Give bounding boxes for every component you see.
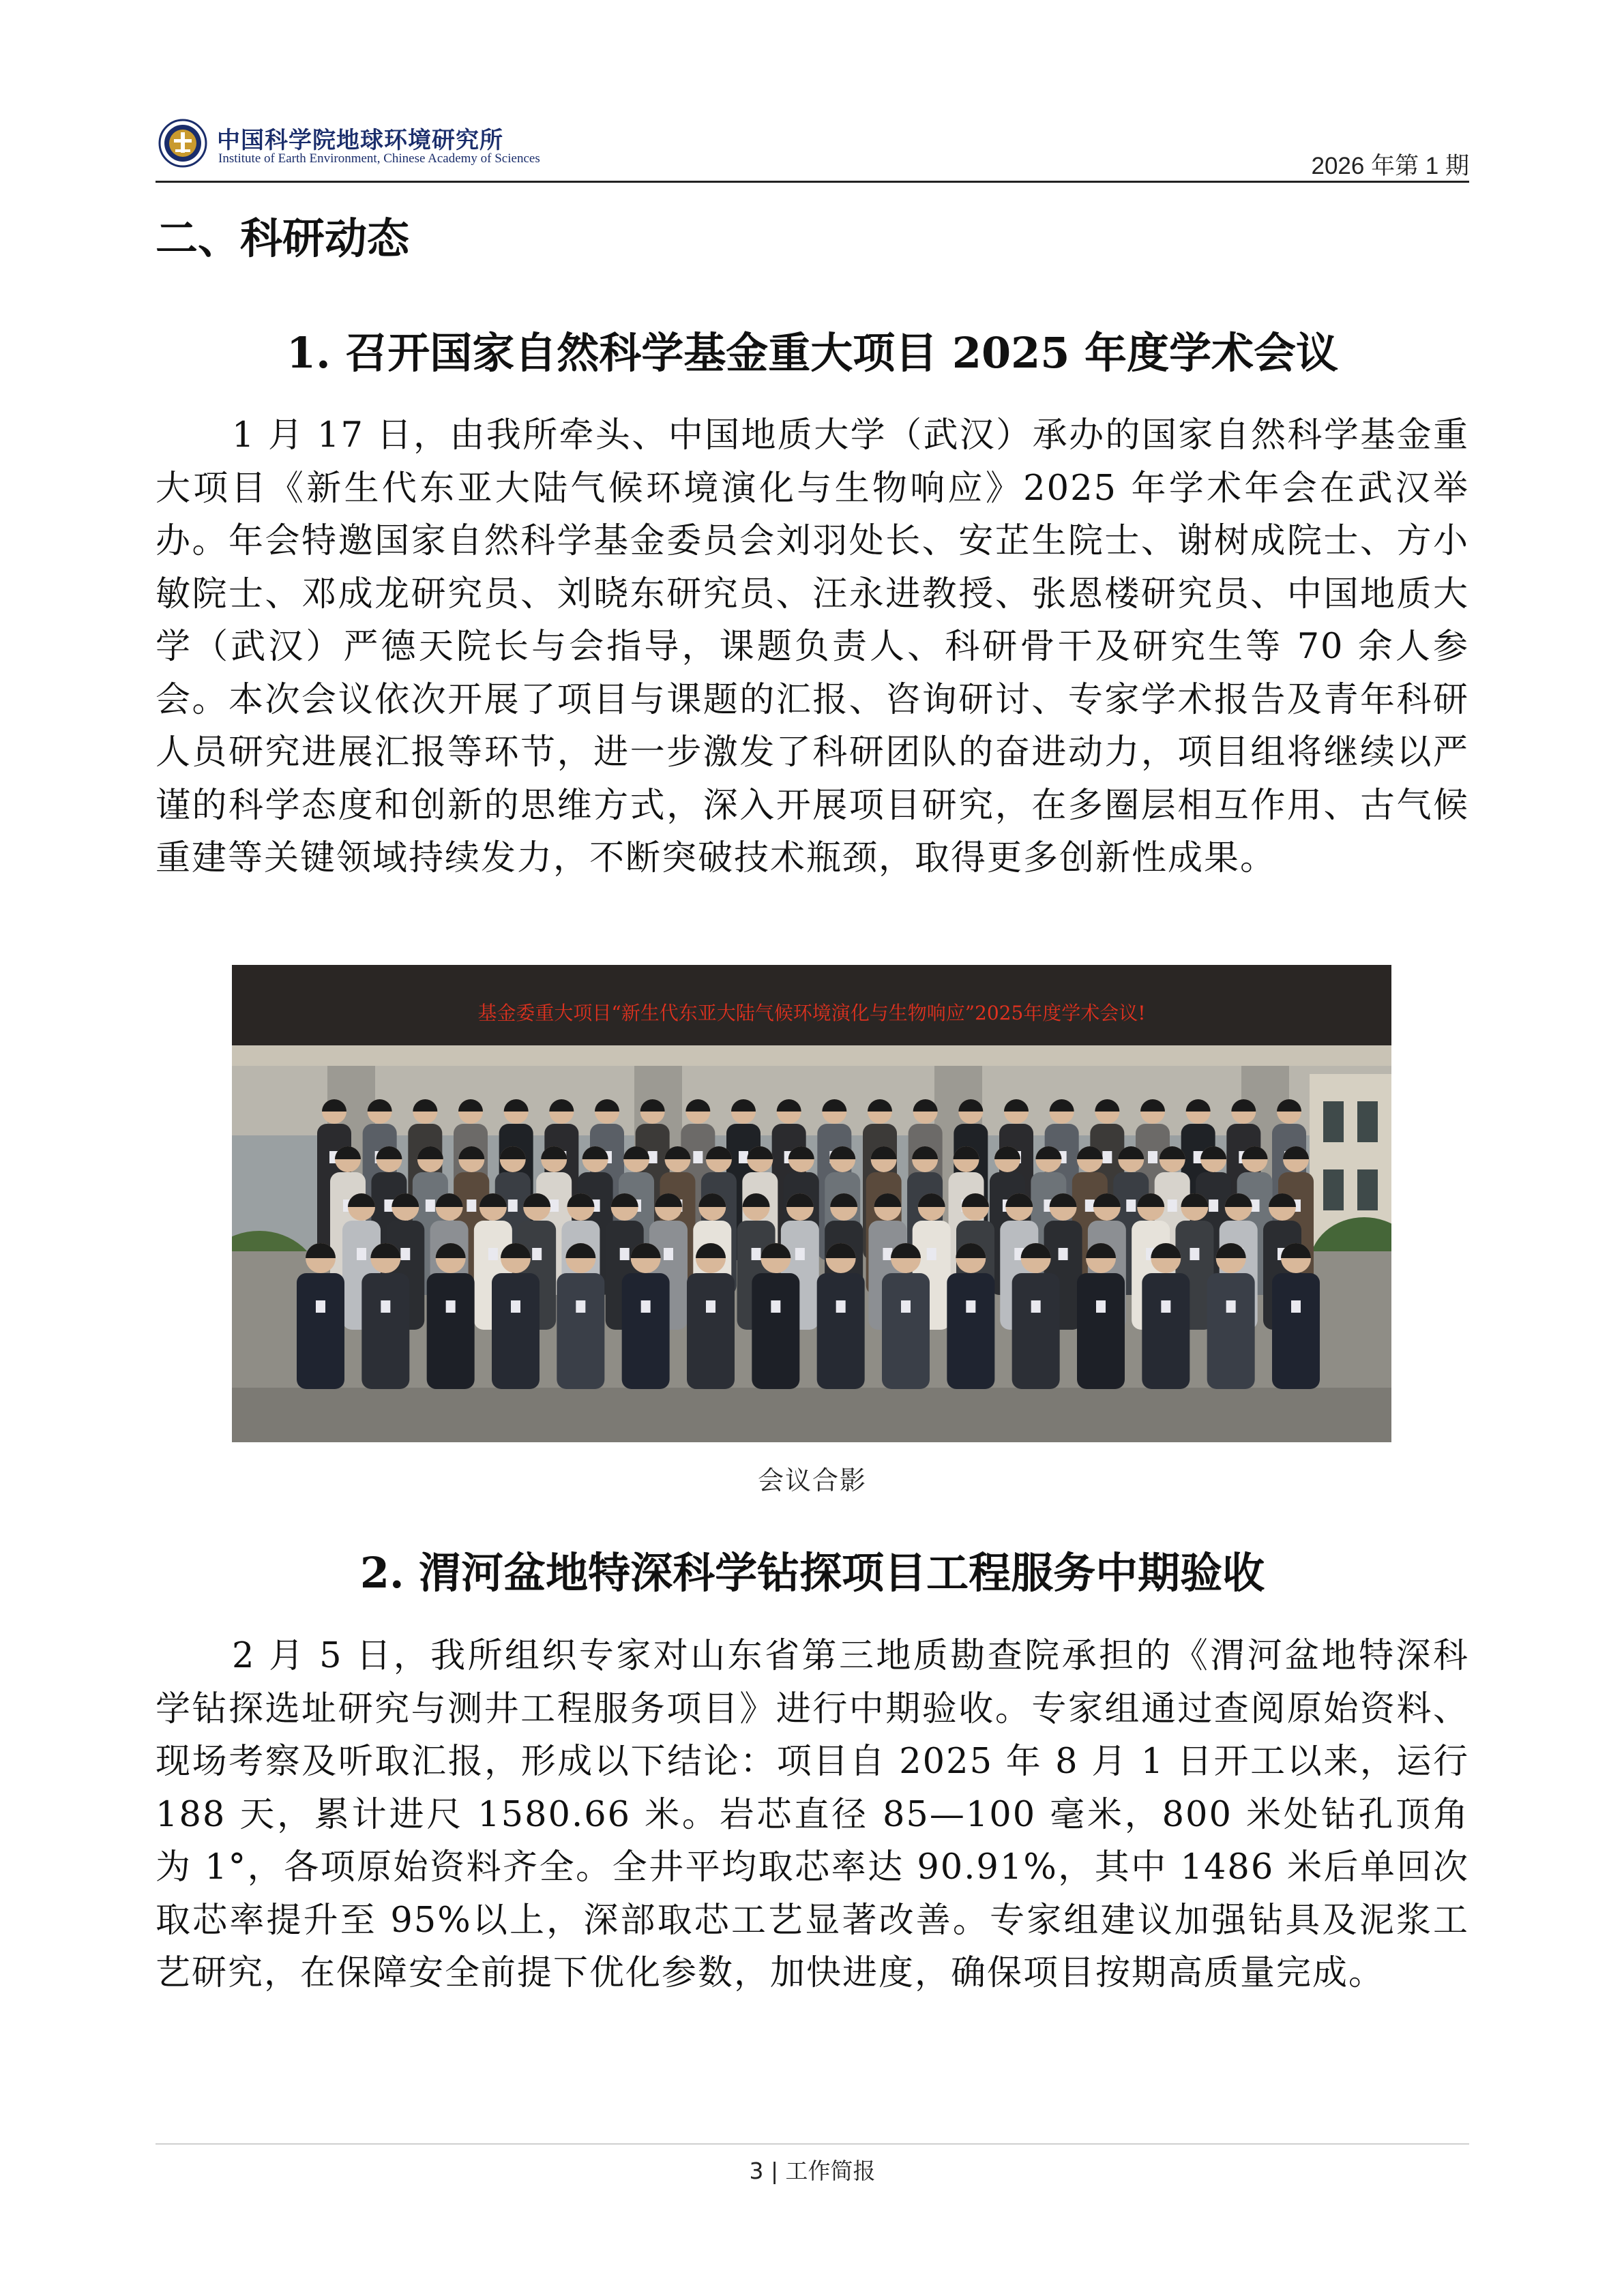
header-divider xyxy=(156,181,1469,183)
article-1-title: 1. 召开国家自然科学基金重大项目 2025 年度学术会议 xyxy=(286,328,1339,378)
name-badge xyxy=(400,1248,410,1260)
person-body xyxy=(297,1273,344,1389)
group-photo xyxy=(232,965,1391,1442)
person-body xyxy=(622,1273,670,1389)
name-badge xyxy=(664,1248,673,1260)
name-badge xyxy=(446,1300,456,1313)
person-body xyxy=(1272,1273,1320,1389)
page-header xyxy=(156,109,1469,184)
name-badge xyxy=(1168,1199,1177,1212)
name-badge xyxy=(927,1248,936,1260)
name-badge xyxy=(739,1151,748,1163)
person-body xyxy=(817,1273,865,1389)
name-badge xyxy=(1190,1248,1199,1260)
name-badge xyxy=(357,1248,366,1260)
person-body xyxy=(882,1273,930,1389)
name-badge xyxy=(1161,1300,1170,1313)
name-badge xyxy=(426,1199,435,1212)
name-badge xyxy=(641,1300,651,1313)
institute-name-en: Institute of Earth Environment, Chinese Academy of Sciences xyxy=(218,151,540,166)
name-badge xyxy=(693,1151,703,1163)
name-badge xyxy=(1059,1248,1068,1260)
name-badge xyxy=(1085,1199,1095,1212)
name-badge xyxy=(549,1199,559,1212)
person-body xyxy=(1142,1273,1190,1389)
photo-caption: 会议合影 xyxy=(757,1465,867,1495)
name-badge xyxy=(1148,1151,1157,1163)
name-badge xyxy=(1209,1199,1218,1212)
name-badge xyxy=(620,1248,630,1260)
footer-divider xyxy=(156,2143,1469,2145)
name-badge xyxy=(752,1248,761,1260)
page-footer: 3 | 工作简报 xyxy=(749,2158,876,2184)
institute-name-cn: 中国科学院地球环境研究所 xyxy=(217,127,503,154)
institute-seal-icon xyxy=(158,119,207,168)
name-badge xyxy=(532,1248,542,1260)
name-badge xyxy=(1096,1300,1106,1313)
person-body xyxy=(361,1273,409,1389)
name-badge xyxy=(1291,1300,1301,1313)
name-badge xyxy=(1126,1199,1136,1212)
name-badge xyxy=(511,1300,520,1313)
person-body xyxy=(1207,1273,1255,1389)
name-badge xyxy=(467,1199,476,1212)
person-body xyxy=(492,1273,540,1389)
article-2-body: 2 月 5 日，我所组织专家对山东省第三地质勘查院承担的《渭河盆地特深科学钻探选址研究与测井工程服务项目》进行中期验收。专家组通过查阅原始资料、现场考察及听取汇报，形成以下结论：项目自 2025 年 8 月 1 日开工以来，运行 188 天，累计进尺 1580.66 米。岩芯直径 85—100 毫米，800 米处钻孔顶角为 1°，各项原始资料齐全。全井平均取芯率达 90.91%，其中 1486 米后单回次取芯率提升至 95%以上，深部取芯工艺显著改善。专家组建议加强钻具及泥浆工艺研究，在保障安全前提下优化参数，加快进度，确保项目按期高质量完成。 xyxy=(156,1636,1469,1993)
issue-number: 2026 年第 1 期 xyxy=(1311,153,1469,179)
person-body xyxy=(947,1273,994,1389)
person-body xyxy=(752,1273,799,1389)
name-badge xyxy=(706,1300,715,1313)
name-badge xyxy=(576,1300,585,1313)
person-body xyxy=(427,1273,475,1389)
name-badge xyxy=(836,1300,846,1313)
name-badge xyxy=(966,1300,975,1313)
person-body xyxy=(557,1273,604,1389)
name-badge xyxy=(508,1199,518,1212)
group-photo-illustration xyxy=(232,965,1391,1442)
section-title: 二、科研动态 xyxy=(156,213,410,263)
name-badge xyxy=(901,1300,911,1313)
name-badge xyxy=(1102,1151,1112,1163)
name-badge xyxy=(795,1248,805,1260)
name-badge xyxy=(1226,1300,1236,1313)
article-1-body: 1 月 17 日，由我所牵头、中国地质大学（武汉）承办的国家自然科学基金重大项目《新生代东亚大陆气候环境演化与生物响应》2025 年学术年会在武汉举办。年会特邀国家自然科学基金委员会刘羽处长、安芷生院士、谢树成院士、方小敏院士、邓成龙研究员、刘晓东研究员、汪永进教授、张恩楼研究员、中国地质大学（武汉）严德天院长与会指导，课题负责人、科研骨干及研究生等 70 余人参会。本次会议依次开展了项目与课题的汇报、咨询研讨、专家学术报告及青年科研人员研究进展汇报等环节，进一步激发了科研团队的奋进动力，项目组将继续以严谨的科学态度和创新的思维方式，深入开展项目研究，在多圈层相互作用、古气候重建等关键领域持续发力，不断突破技术瓶颈，取得更多创新性成果。 xyxy=(156,415,1469,878)
article-2-title: 2. 渭河盆地特深科学钻探项目工程服务中期验收 xyxy=(359,1548,1265,1598)
person-body xyxy=(687,1273,735,1389)
name-badge xyxy=(1031,1300,1041,1313)
name-badge xyxy=(488,1248,498,1260)
name-badge xyxy=(316,1300,325,1313)
person-body xyxy=(1012,1273,1060,1389)
led-banner-text: 基金委重大项目“新生代东亚大陆气候环境演化与生物响应”2025年度学术会议! xyxy=(477,1002,1146,1024)
person-body xyxy=(1077,1273,1125,1389)
name-badge xyxy=(771,1300,780,1313)
name-badge xyxy=(381,1300,390,1313)
